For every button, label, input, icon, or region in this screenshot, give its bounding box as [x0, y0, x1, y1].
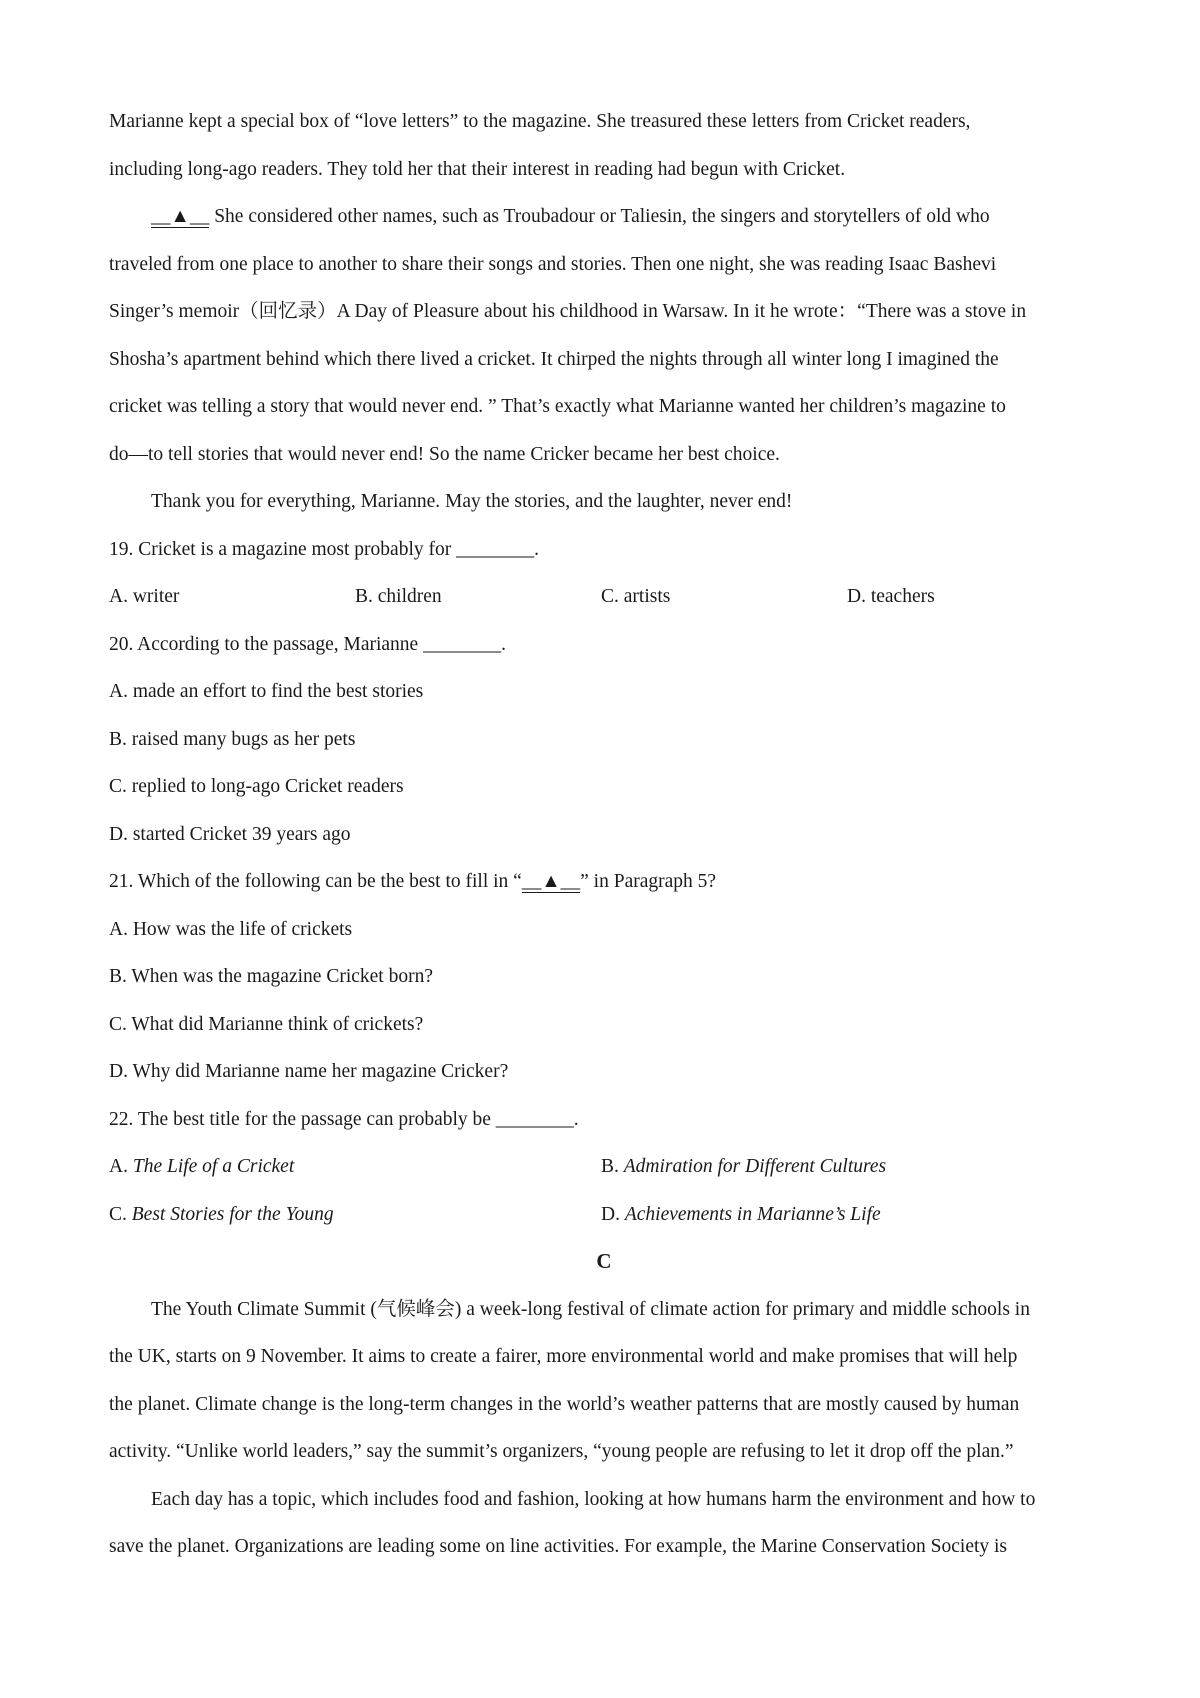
blank-triangle-marker: ▲ [170, 206, 190, 227]
question-21-option-a: A. How was the life of crickets [109, 918, 353, 940]
passage-c-p2-line-2: save the planet. Organizations are leading some on line activities. For example, the Marine Conservation Society is [109, 1536, 1008, 1557]
question-20-option-b: B. raised many bugs as her pets [109, 728, 356, 750]
option-letter: A. [109, 1156, 128, 1177]
question-22-option-d [601, 1191, 1093, 1239]
paragraph-name-line-2: traveled from one place to another to share their songs and stories. Then one night, she was reading Isaac Bashevi [109, 253, 997, 275]
question-19-stem: 19. Cricket is a magazine most probably for ________. [109, 538, 539, 560]
question-20-stem: 20. According to the passage, Marianne ________. [109, 633, 506, 655]
question-21-option-c: C. What did Marianne think of crickets? [109, 1013, 424, 1035]
paragraph-name-line-1 [109, 193, 1099, 241]
option-letter: D. [601, 1203, 620, 1225]
passage-c-heading: C [596, 1249, 612, 1273]
blank-right: __ [560, 871, 581, 892]
question-21-stem-before: 21. Which of the following can be the best to fill in “ [109, 871, 522, 892]
question-22-option-b [601, 1143, 1093, 1191]
question-19-option-d: D. teachers [847, 586, 935, 607]
paragraph-love-letters-line-2: including long-ago readers. They told her that their interest in reading had begun with Cricket. [109, 158, 846, 180]
option-title: Achievements in Marianne’s Life [624, 1203, 881, 1225]
paragraph-name-line-6: do—to tell stories that would never end! So the name Cricker became her best choice. [109, 443, 780, 465]
paragraph-name-line-5: cricket was telling a story that would never end. ” That’s exactly what Marianne wanted her children’s magazine to [109, 396, 1006, 417]
option-letter: C. [109, 1203, 127, 1225]
blank-left: __ [151, 206, 171, 227]
question-22-stem: 22. The best title for the passage can probably be ________. [109, 1108, 579, 1130]
question-22-option-c [109, 1191, 601, 1239]
blank-left: __ [521, 871, 542, 892]
paragraph-love-letters-line-1: Marianne kept a special box of “love letters” to the magazine. She treasured these letters from Cricket readers, [109, 111, 971, 132]
passage-c-p1-line-4: activity. “Unlike world leaders,” say the summit’s organizers, “young people are refusing to let it drop off the plan.” [109, 1441, 1014, 1462]
paragraph-name-line-3: Singer’s memoir（回忆录）A Day of Pleasure about his childhood in Warsaw. In it he wrote：“There was a stove in [109, 301, 1027, 322]
passage-c-p1-line-2: the UK, starts on 9 November. It aims to create a fairer, more environmental world and make promises that will help [109, 1346, 1018, 1367]
option-title: The Life of a Cricket [132, 1156, 295, 1177]
document-page [109, 98, 1099, 1571]
option-title: Admiration for Different Cultures [623, 1156, 887, 1177]
question-20-option-d: D. started Cricket 39 years ago [109, 823, 351, 845]
question-21-option-b: B. When was the magazine Cricket born? [109, 966, 433, 987]
question-22-options-row-1 [109, 1143, 1099, 1191]
paragraph-name-line-1-text: She considered other names, such as Troubadour or Taliesin, the singers and storytellers of old who [214, 206, 990, 227]
question-19-options [109, 573, 1099, 621]
passage-c-p1-line-3: the planet. Climate change is the long-term changes in the world’s weather patterns that are mostly caused by human [109, 1393, 1020, 1415]
passage-c-p2-line-1: Each day has a topic, which includes food and fashion, looking at how humans harm the environment and how to [151, 1488, 1036, 1510]
question-20-option-a: A. made an effort to find the best stories [109, 681, 424, 702]
blank-right: __ [189, 206, 210, 227]
paragraph-name-line-4: Shosha’s apartment behind which there lived a cricket. It chirped the nights through all winter long I imagined the [109, 348, 999, 370]
option-letter: B. [601, 1156, 619, 1177]
option-title: Best Stories for the Young [131, 1203, 334, 1225]
paragraph-thanks: Thank you for everything, Marianne. May the stories, and the laughter, never end! [151, 491, 793, 512]
question-21-option-d: D. Why did Marianne name her magazine Cricker? [109, 1061, 509, 1082]
question-22-options-row-2 [109, 1191, 1099, 1239]
question-21-stem-after: ” in Paragraph 5? [580, 871, 717, 892]
question-20-option-c: C. replied to long-ago Cricket readers [109, 776, 404, 797]
question-19-option-a: A. writer [109, 586, 180, 607]
passage-c-p1-line-1: The Youth Climate Summit (气候峰会) a week-long festival of climate action for primary and middle schools in [151, 1298, 1030, 1320]
question-19-option-c: C. artists [601, 586, 671, 607]
question-19-option-b: B. children [355, 586, 442, 607]
blank-placeholder [151, 207, 209, 228]
blank-triangle-marker: ▲ [541, 871, 561, 892]
question-22-option-a [109, 1143, 601, 1191]
question-21-stem [109, 858, 1099, 906]
blank-placeholder [522, 872, 580, 893]
